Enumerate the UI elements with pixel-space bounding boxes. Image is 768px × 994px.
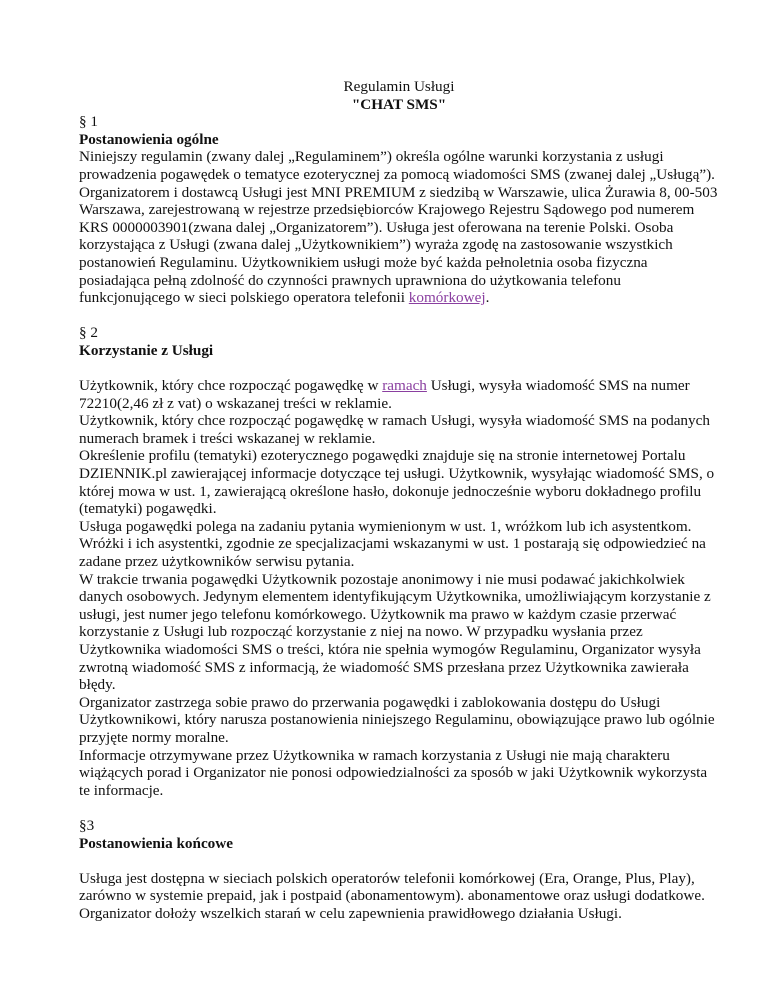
section-2-paragraph-7: Informacje otrzymywane przez Użytkownika w ramach korzystania z Usługi nie mają charakteru wiążących porad i Organizator nie ponosi odpowiedzialności za sposób w jaki Użytkownik wykorzysta te informacje. — [79, 746, 708, 799]
section-2-p1-text: Użytkownik, który chce rozpocząć pogawędkę w — [79, 377, 383, 395]
section-3 — [79, 817, 719, 923]
section-1-paragraph — [79, 148, 719, 306]
section-3-paragraph-1: Usługa jest dostępna w sieciach polskich operatorów telefonii komórkowej (Era, Orange, Plus, Play), zarówno w systemie prepaid, jak i postpaid (abonamentowym). abonamentowe oraz usługi dodatkowe. — [79, 869, 705, 905]
section-2-number: § 2 — [79, 324, 98, 342]
section-1-heading: Postanowienia ogólne — [79, 130, 219, 148]
section-2-paragraph-6: Organizator zastrzega sobie prawo do przerwania pogawędki i zablokowania dostępu do Usługi Użytkownikowi, który narusza postanowienia niniejszego Regulaminu, obowiązujące prawo lub ogólnie przyjęte normy moralne. — [79, 693, 715, 746]
document-page — [79, 78, 719, 923]
spacer — [79, 360, 719, 378]
document-title: Regulamin Usługi — [343, 78, 455, 95]
section-2-paragraph-1 — [79, 377, 719, 412]
section-3-paragraph-2: Organizator dołoży wszelkich starań w celu zapewnienia prawidłowego działania Usługi. — [79, 904, 622, 922]
section-2-p1-text-end: Usługi, wysyła wiadomość SMS na numer 72210(2,46 zł z vat) o wskazanej treści w reklamie. — [79, 377, 690, 412]
link-komorkowej[interactable]: komórkowej — [408, 289, 486, 307]
section-2-paragraph-2: Użytkownik, który chce rozpocząć pogawędkę w ramach Usługi, wysyła wiadomość SMS na podanych numerach bramek i treści wskazanej w reklamie. — [79, 412, 710, 447]
section-2-heading: Korzystanie z Usługi — [79, 341, 214, 359]
section-2 — [79, 324, 719, 799]
section-2-paragraph-5: W trakcie trwania pogawędki Użytkownik pozostaje anonimowy i nie musi podawać jakichkolwiek danych osobowych. Jedynym elementem identyfikującym Użytkownika, umożliwiającym korzystanie z usługi, jest numer jego telefonu komórkowego. Użytkownik ma prawo w każdym czasie przerwać korzystanie z Usługi lub rozpocząć korzystanie z niej na nowo. W przypadku wysłania przez Użytkownika wiadomości SMS o treści, która nie spełnia wymogów Regulaminu, Organizator wysyła zwrotną wiadomość SMS z informacją, że wiadomość SMS przesłana przez Użytkownika zawierała błędy. — [79, 570, 711, 694]
link-ramach[interactable]: ramach — [382, 377, 427, 395]
section-1-text: Niniejszy regulamin (zwany dalej „Regulaminem”) określa ogólne warunki korzystania z usługi prowadzenia pogawędek o tematyce ezoterycznej za pomocą wiadomości SMS (zwanej dalej „Usługą”). Organizatorem i dostawcą Usługi jest MNI PREMIUM z siedzibą w Warszawie, ulica Żurawia 8, 00-503 Warszawa, zarejestrowaną w rejestrze przedsiębiorców Krajowego Rejestru Sądowego pod numerem KRS 0000003901(zwana dalej „Organizatorem”). Usługa jest oferowana na terenie Polski. Osoba korzystająca z Usługi (zwana dalej „Użytkownikiem”) wyraża zgodę na zastosowanie wszystkich postanowień Regulaminu. Użytkownikiem usługi może być każda pełnoletnia osoba fizyczna posiadająca pełną zdolność do czynności prawnych uprawniona do użytkowania telefonu funkcjonującego w sieci polskiego operatora telefonii — [79, 148, 718, 307]
section-1-number: § 1 — [79, 113, 98, 131]
spacer — [79, 307, 719, 325]
section-1 — [79, 113, 719, 307]
section-3-heading: Postanowienia końcowe — [79, 834, 233, 852]
section-2-paragraph-3: Określenie profilu (tematyki) ezoterycznego pogawędki znajduje się na stronie internetowej Portalu DZIENNIK.pl zawierającej informacje dotyczące tej usługi. Użytkownik, wysyłając wiadomość SMS, o której mowa w ust. 1, zawierającą określone hasło, dokonuje jednocześnie wyboru dokładnego profilu (tematyki) pogawędki. — [79, 447, 715, 518]
document-subtitle: "CHAT SMS" — [351, 95, 447, 113]
spacer — [79, 799, 719, 817]
section-1-text-end: . — [485, 289, 490, 307]
document-title-block — [79, 78, 719, 113]
section-2-paragraph-4: Usługa pogawędki polega na zadaniu pytania wymienionym w ust. 1, wróżkom lub ich asystentkom. Wróżki i ich asystentki, zgodnie ze specjalizacjami wskazanymi w ust. 1 postarają się odpowiedzieć na zadane przez użytkowników serwisu pytania. — [79, 517, 706, 571]
section-3-number: §3 — [79, 816, 95, 834]
spacer — [79, 852, 719, 870]
